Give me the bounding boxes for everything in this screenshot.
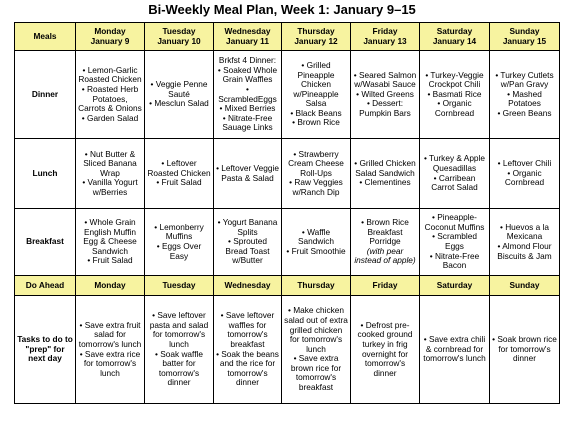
meal-item: • Green Beans bbox=[497, 107, 552, 118]
meal-item: • Fruit Salad bbox=[156, 177, 202, 188]
meal-item: • Soaked Whole Grain Waffles bbox=[217, 64, 278, 85]
friday-breakfast-note: (with pear instead of apple) bbox=[354, 245, 416, 266]
meal-item: • Carribean Carrot Salad bbox=[431, 172, 478, 193]
row-label-do-ahead: Do Ahead bbox=[15, 276, 76, 296]
meal-item: • Brown Rice bbox=[292, 117, 340, 128]
header-day-date: January 10 bbox=[157, 35, 201, 46]
meal-item: • Defrost pre-cooked ground turkey in frig overnight for tomorrow's dinner bbox=[357, 319, 413, 378]
meal-item: • Leftover Roasted Chicken bbox=[147, 158, 211, 178]
meal-item: • Huevos a la Mexicana bbox=[499, 221, 550, 242]
meal-item: • Whole Grain English Muffin Egg & Cheese Sandwich bbox=[83, 217, 137, 256]
meal-item-list bbox=[216, 56, 279, 133]
meal-item: • Seared Salmon w/Wasabi Sauce bbox=[353, 69, 417, 90]
lunch-cell bbox=[145, 139, 214, 209]
task-cell bbox=[145, 296, 214, 404]
header-day-friday bbox=[351, 23, 420, 51]
meal-item: • Turkey & Apple Quesadillas bbox=[423, 153, 485, 173]
dinner-cell bbox=[76, 51, 145, 139]
header-day-saturday bbox=[420, 23, 490, 51]
header-day-name: Wednesday bbox=[224, 25, 271, 36]
meal-item: • Save extra brown rice for tomorrow's breakfast bbox=[290, 353, 342, 393]
breakfast-cell bbox=[76, 209, 145, 276]
meal-item: • Almond Flour Biscuits & Jam bbox=[497, 241, 552, 261]
lunch-cell bbox=[282, 139, 351, 209]
meal-item-list bbox=[492, 335, 557, 364]
do-ahead-row bbox=[15, 276, 560, 296]
meal-item-list bbox=[422, 213, 487, 271]
meal-item: • Nut Butter & Sliced Banana Wrap bbox=[83, 148, 137, 178]
header-day-date: January 9 bbox=[90, 35, 130, 46]
header-day-monday bbox=[76, 23, 145, 51]
meal-item: • Save extra fruit salad for tomorrow's lunch bbox=[78, 319, 142, 349]
meal-item-list bbox=[284, 61, 348, 128]
header-day-sunday bbox=[490, 23, 560, 51]
meal-item: • Mixed Berries bbox=[219, 103, 276, 114]
do-ahead-day: Tuesday bbox=[145, 276, 214, 296]
header-row bbox=[15, 23, 560, 51]
header-day-name: Saturday bbox=[436, 25, 473, 36]
meal-item: • Raw Veggies w/Ranch Dip bbox=[289, 177, 343, 197]
dinner-cell bbox=[420, 51, 490, 139]
task-cell bbox=[76, 296, 145, 404]
task-cell bbox=[351, 296, 420, 404]
do-ahead-day: Sunday bbox=[490, 276, 560, 296]
meal-item: • Turkey Cutlets w/Pan Gravy bbox=[495, 69, 554, 90]
header-day-thursday bbox=[282, 23, 351, 51]
meal-plan-table bbox=[14, 22, 560, 404]
meal-item: • Save leftover pasta and salad for tomorrow's lunch bbox=[149, 310, 209, 349]
meal-item: • Nitrate-Free Bacon bbox=[429, 250, 480, 271]
row-label-tasks: Tasks to do to "prep" for next day bbox=[15, 296, 76, 404]
row-label-dinner: Dinner bbox=[15, 51, 76, 139]
do-ahead-day: Wednesday bbox=[214, 276, 282, 296]
meal-item-list bbox=[353, 218, 417, 247]
meal-item: Brkfst 4 Dinner: bbox=[218, 55, 277, 66]
meal-item: • Mesclun Salad bbox=[149, 98, 209, 109]
row-label-breakfast: Breakfast bbox=[15, 209, 76, 276]
meal-item-list bbox=[216, 164, 279, 183]
meal-item-list bbox=[492, 223, 557, 261]
header-day-date: January 14 bbox=[432, 35, 477, 46]
lunch-cell bbox=[490, 139, 560, 209]
meal-item: • Leftover Veggie Pasta & Salad bbox=[216, 162, 279, 183]
meal-item-list bbox=[147, 159, 211, 188]
breakfast-cell bbox=[420, 209, 490, 276]
page-title: Bi-Weekly Meal Plan, Week 1: January 9–15 bbox=[148, 2, 416, 17]
meal-item-list bbox=[492, 71, 557, 119]
meal-item-list bbox=[216, 311, 279, 388]
meal-item: • Fruit Salad bbox=[87, 255, 133, 266]
meal-item: • Waffle Sandwich bbox=[298, 226, 334, 247]
breakfast-cell bbox=[282, 209, 351, 276]
dinner-cell bbox=[214, 51, 282, 139]
breakfast-row bbox=[15, 209, 560, 276]
do-ahead-day: Saturday bbox=[420, 276, 490, 296]
meal-item: • Fruit Smoothie bbox=[286, 245, 346, 256]
header-day-name: Monday bbox=[94, 25, 126, 36]
meal-item: • Leftover Chili bbox=[497, 158, 552, 169]
meal-item: • Vanilla Yogurt w/Berries bbox=[82, 177, 138, 197]
header-day-date: January 11 bbox=[226, 35, 269, 46]
header-day-date: January 13 bbox=[363, 35, 407, 46]
meal-item: • Strawberry Cream Cheese Roll-Ups bbox=[288, 148, 344, 178]
lunch-cell bbox=[351, 139, 420, 209]
meal-item-list bbox=[284, 228, 348, 257]
dinner-cell bbox=[490, 51, 560, 139]
lunch-cell bbox=[214, 139, 282, 209]
meal-item: • Mashed Potatoes bbox=[507, 88, 542, 109]
meal-item-list bbox=[492, 159, 557, 188]
meal-item: • ScrambledEggs bbox=[218, 83, 277, 104]
meal-item-list bbox=[147, 311, 211, 388]
breakfast-cell bbox=[351, 209, 420, 276]
meal-item: • Eggs Over Easy bbox=[156, 241, 202, 261]
meal-item-list bbox=[78, 321, 142, 379]
header-day-tuesday bbox=[145, 23, 214, 51]
meal-item: • Wilted Greens bbox=[356, 88, 414, 99]
task-cell bbox=[282, 296, 351, 404]
meal-item: • Pineapple-Coconut Muffins bbox=[424, 212, 485, 232]
meal-item-list bbox=[284, 150, 348, 198]
meal-item: • Lemonberry Muffins bbox=[154, 221, 204, 242]
lunch-row bbox=[15, 139, 560, 209]
do-ahead-day: Monday bbox=[76, 276, 145, 296]
meal-item: • Lemon-Garlic Roasted Chicken bbox=[78, 64, 142, 85]
header-day-wednesday bbox=[214, 23, 282, 51]
meal-item: • Grilled Pineapple Chicken w/Pineapple Salsa bbox=[293, 59, 339, 109]
meal-item-list bbox=[353, 159, 417, 188]
lunch-cell bbox=[420, 139, 490, 209]
dinner-row bbox=[15, 51, 560, 139]
header-day-name: Thursday bbox=[297, 25, 335, 36]
meal-item-list bbox=[78, 66, 142, 124]
meal-item: • Soak the beans and the rice for tomorrow's dinner bbox=[216, 348, 279, 388]
do-ahead-day: Friday bbox=[351, 276, 420, 296]
breakfast-cell bbox=[145, 209, 214, 276]
meal-item-list bbox=[284, 306, 348, 392]
meal-item-list bbox=[147, 223, 211, 261]
header-corner: Meals bbox=[15, 23, 76, 51]
header-day-name: Friday bbox=[372, 25, 398, 36]
do-ahead-day: Thursday bbox=[282, 276, 351, 296]
meal-item: • Grilled Chicken Salad Sandwich bbox=[354, 158, 416, 178]
breakfast-cell bbox=[214, 209, 282, 276]
meal-item: • Garden Salad bbox=[81, 112, 139, 123]
meal-item-list bbox=[78, 218, 142, 266]
breakfast-cell bbox=[490, 209, 560, 276]
meal-item: • Roasted Herb Potatoes, Carrots & Onions bbox=[78, 83, 142, 114]
meal-item: • Make chicken salad out of extra grilled chicken for tomorrow's lunch bbox=[284, 305, 348, 354]
meal-item: • Save extra rice for tomorrow's lunch bbox=[79, 348, 141, 378]
lunch-cell bbox=[76, 139, 145, 209]
meal-item: • Clementines bbox=[359, 177, 411, 188]
dinner-cell bbox=[351, 51, 420, 139]
meal-item-list bbox=[78, 150, 142, 198]
meal-item-list bbox=[353, 321, 417, 379]
meal-item: • Organic Cornbread bbox=[504, 167, 545, 188]
meal-item: • Soak brown rice for tomorrow's dinner bbox=[492, 334, 557, 364]
header-day-date: January 12 bbox=[294, 35, 338, 46]
dinner-cell bbox=[145, 51, 214, 139]
task-cell bbox=[214, 296, 282, 404]
header-day-name: Sunday bbox=[509, 25, 540, 36]
meal-item: • Yogurt Banana Splits bbox=[217, 217, 278, 237]
row-label-lunch: Lunch bbox=[15, 139, 76, 209]
meal-item: • Save leftover waffles for tomorrow's breakfast bbox=[220, 310, 275, 349]
meal-item: • Black Beans bbox=[290, 107, 342, 118]
meal-item-list bbox=[353, 71, 417, 119]
meal-item: • Save extra chili & cornbread for tomorrow's lunch bbox=[423, 334, 486, 364]
meal-item-list bbox=[422, 154, 487, 192]
meal-item-list bbox=[216, 218, 279, 266]
header-day-name: Tuesday bbox=[162, 25, 196, 36]
task-cell bbox=[420, 296, 490, 404]
meal-item: • Scrambled Eggs bbox=[432, 231, 477, 251]
meal-item: • Sprouted Bread Toast w/Butter bbox=[225, 236, 270, 266]
meal-item: • Turkey-Veggie Crockpot Chili bbox=[425, 69, 484, 90]
meal-item: • Basmati Rice bbox=[427, 88, 482, 99]
header-day-date: January 15 bbox=[502, 35, 547, 46]
meal-item: • Brown Rice Breakfast Porridge bbox=[361, 217, 409, 247]
meal-item-list bbox=[147, 80, 211, 109]
meal-item: • Veggie Penne Sauté bbox=[150, 79, 208, 99]
tasks-row bbox=[15, 296, 560, 404]
meal-item-list bbox=[422, 71, 487, 119]
meal-item: • Organic Cornbread bbox=[434, 98, 475, 118]
meal-item-list bbox=[422, 335, 487, 364]
meal-item: • Soak waffle batter for tomorrow's dinner bbox=[155, 348, 203, 388]
task-cell bbox=[490, 296, 560, 404]
meal-item: • Nitrate-Free Sauage Links bbox=[222, 112, 273, 133]
dinner-cell bbox=[282, 51, 351, 139]
meal-item: • Dessert: Pumpkin Bars bbox=[359, 98, 411, 118]
